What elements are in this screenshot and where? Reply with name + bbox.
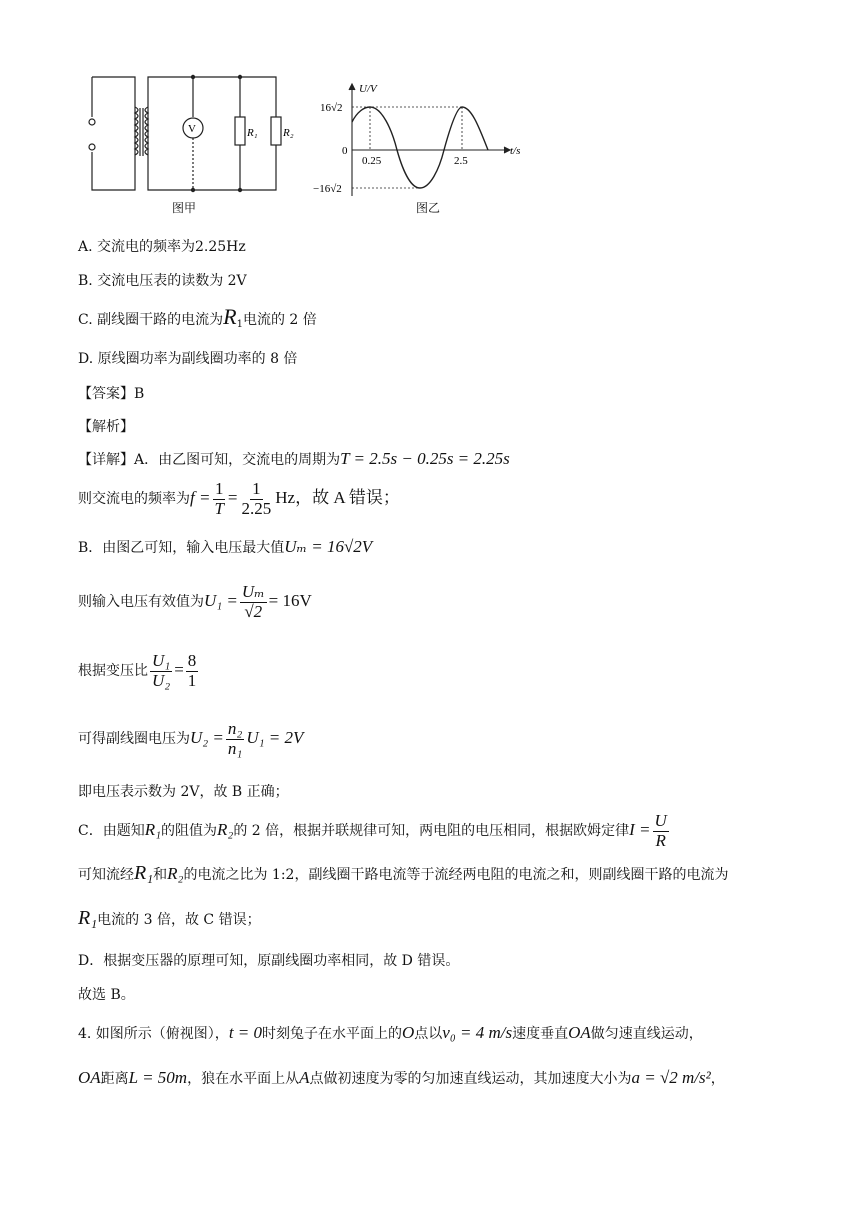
detail-b-eq: Uₘ = 16√2V [284, 537, 373, 556]
r1-label: R₁ [247, 127, 258, 139]
detail-b-conclusion: 即电压表示数为 2V，故 B 正确； [78, 784, 289, 800]
figure-b-caption: 图乙 [416, 201, 441, 215]
detail-a-eq: T = 2.5s − 0.25s = 2.25s [340, 449, 510, 468]
detail-freq: 则交流电的频率为f = $\frac{1}{T}$ = $\frac{1}{2.25}$ Hz，故 A 错误； [78, 479, 400, 518]
circuit-figure [80, 72, 310, 196]
c3-r1: R₁ [78, 907, 98, 929]
ratio-pre: 根据变压比 [78, 663, 148, 680]
detail-c: C．由题知R₁的阻值为R₂的 2 倍，根据并联规律可知，两电阻的电压相同，根据欧姆定律I = $\frac{U}{R}$ [78, 811, 667, 850]
detail-c-2: 可知流经R₁和R₂的电流之比为 1:2，副线圈干路电流等于流经两电阻的电流之和，则副线圈干路的电流为 [78, 862, 729, 884]
detail-ratio [78, 652, 200, 690]
detail-u2 [78, 720, 303, 758]
detail-a-text: 【详解】A．由乙图可知，交流电的周期为 [78, 452, 341, 468]
freq-pre: 则交流电的频率为 [78, 491, 190, 508]
option-c-sub: 1 [236, 319, 243, 330]
circuit-diagram [80, 72, 310, 196]
freq-post: Hz，故 A 错误； [275, 488, 400, 508]
u2-lhs: U₂ = [190, 728, 224, 748]
option-a: A. 交流电的频率为2.25Hz [78, 239, 246, 255]
detail-b-text: B．由图乙可知，输入电压最大值 [78, 540, 285, 556]
freq-f: f = [190, 488, 211, 508]
detail-d: D．根据变压器的原理可知，原副线圈功率相同，故 D 错误。 [78, 953, 460, 969]
origin-label: 0 [342, 145, 348, 157]
eff-post: = 16V [268, 591, 312, 611]
u2-frac: $\frac{\text{n₂}}{\text{n₁}}$ [227, 719, 243, 758]
t2-label: 2.5 [454, 155, 468, 167]
u2-pre: 可得副线圈电压为 [78, 731, 190, 748]
ratio-frac-u: $\frac{\text{U₁}}{\text{U₂}}$ [152, 651, 171, 690]
x-axis-label: t/s [510, 145, 521, 157]
c-r1: R₁ [144, 820, 162, 840]
c2-r1: R₁ [134, 862, 154, 884]
q4-line-1: 4. 如图所示（俯视图），t = 0时刻兔子在水平面上的O点以v₀ = 4 m/s速度垂直OA做匀速直线运动， [78, 1023, 703, 1042]
option-c-post: 电流的 2 倍 [242, 312, 317, 328]
t1-label: 0.25 [362, 155, 382, 167]
option-c [78, 304, 317, 330]
voltage-graph [312, 80, 532, 200]
ohm-frac: $\frac{U}{R}$ [654, 811, 667, 850]
ohm-lhs: I = [629, 820, 651, 840]
option-d: D. 原线圈功率为副线圈功率的 8 倍 [78, 351, 298, 367]
detail-c-3: R₁电流的 3 倍，故 C 错误； [78, 907, 261, 929]
answer: 【答案】B [78, 386, 145, 402]
choice: 故选 B。 [78, 987, 135, 1003]
q4-line-2: OA距离L = 50m，狼在水平面上从A点做初速度为零的匀加速直线运动，其加速度大小为a = √2 m/s²， [78, 1068, 725, 1087]
eff-frac: $\frac{\text{Uₘ}}{√2}$ [241, 582, 265, 621]
y-min-label: −16√2 [313, 183, 342, 195]
analysis-heading: 【解析】 [78, 419, 134, 435]
r2-label: R₂ [283, 127, 294, 139]
y-axis-label: U/V [359, 83, 377, 95]
voltmeter-label: V [188, 123, 196, 135]
u2-post: U₁ = 2V [246, 728, 304, 748]
detail-a [78, 449, 510, 469]
detail-effective [78, 583, 312, 621]
option-c-r: R [223, 304, 237, 329]
figure-a-caption: 图甲 [172, 201, 197, 215]
option-b: B. 交流电压表的读数为 2V [78, 273, 247, 289]
eff-pre: 则输入电压有效值为 [78, 594, 204, 611]
freq-frac-1: $\frac{1}{T}$ [214, 479, 224, 518]
c-r2: R₂ [217, 820, 234, 840]
detail-b [78, 537, 372, 557]
c2-r2: R₂ [167, 864, 184, 883]
freq-frac-2: $\frac{1}{2.25}$ [241, 479, 272, 518]
ratio-frac-n: $\frac{8}{1}$ [187, 651, 197, 690]
ratio-eq: = [174, 660, 184, 680]
option-c-pre: C. 副线圈干路的电流为 [78, 312, 224, 328]
eff-u1: U₁ = [204, 591, 238, 611]
y-max-label: 16√2 [320, 102, 343, 114]
